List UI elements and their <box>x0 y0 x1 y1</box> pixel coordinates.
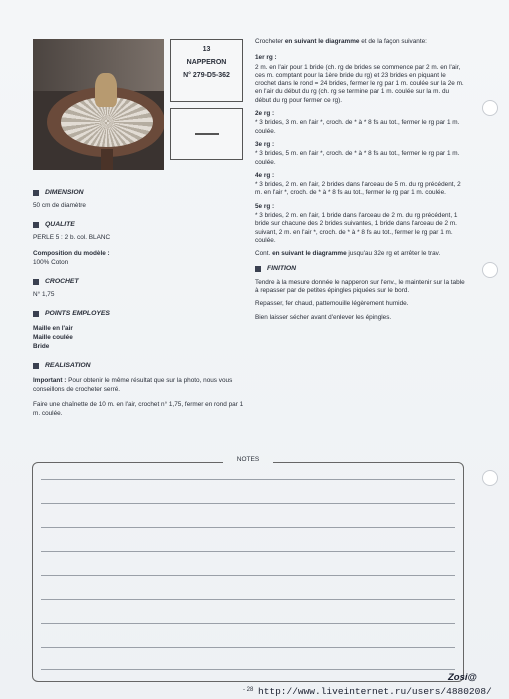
left-column <box>33 178 245 418</box>
intro-text: Crocheter en suivant le diagramme et de la façon suivante: <box>255 38 427 45</box>
finition-text-3: Bien laisser sécher avant d'enlever les épingles. <box>255 313 392 321</box>
binder-hole <box>482 470 498 486</box>
section-points: POINTS EMPLOYES <box>33 309 245 318</box>
finition-text-1: Tendre à la mesure donnée le napperon sur l'env., le maintenir sur la table à repasser par de petites épingles piquées sur le bord. <box>255 278 465 295</box>
note-line <box>41 623 455 624</box>
row-2-heading: 2e rg : <box>255 110 275 118</box>
important-note: Important : Pour obtenir le même résultat que sur la photo, nous vous conseillons de crocheter serré. <box>33 377 233 393</box>
note-line <box>41 575 455 576</box>
bullet-square-icon <box>33 363 39 369</box>
section-dimension: DIMENSION <box>33 188 245 197</box>
page-number: - 28 <box>243 687 254 693</box>
pattern-number: 13 <box>202 46 211 53</box>
bullet-square-icon <box>33 279 39 285</box>
row-5-heading: 5e rg : <box>255 202 275 210</box>
composition-label: Composition du modèle : <box>33 250 110 257</box>
point-2: Maille coulée <box>33 334 73 341</box>
qualite-value: PERLE 5 : 2 b. col. BLANC <box>33 234 111 241</box>
section-crochet: CROCHET <box>33 277 245 286</box>
row-5-text: * 3 brides, 2 m. en l'air, 1 bride dans l'arceau de 2 m. du rg précédent, 1 bride sur chacune des 2 brides suivantes, 1 bride dans l'arceau de 2 m. suivant, 2 m. en l'air *, croch. de * à * 8 fs au tot., fermer le rg par 1 m. coulée. <box>255 212 458 244</box>
note-line <box>41 599 455 600</box>
right-column <box>255 38 466 327</box>
pattern-ref: N° 279-D5-362 <box>183 72 230 79</box>
note-line <box>41 669 455 670</box>
sample-swatch <box>170 108 243 160</box>
row-2-text: * 3 brides, 3 m. en l'air *, croch. de * à * 8 fs au tot., fermer le rg par 1 m. coulée. <box>255 119 460 135</box>
continue-text: Cont. en suivant le diagramme jusqu'au 32e rg et arrêter le trav. <box>255 250 441 258</box>
notes-box <box>32 456 464 682</box>
bullet-square-icon <box>33 222 39 228</box>
dimension-value: 50 cm de diamètre <box>33 202 86 209</box>
bullet-square-icon <box>33 311 39 317</box>
crochet-value: N° 1,75 <box>33 291 55 298</box>
finition-text-2: Repasser, fer chaud, pattemouille légèrement humide. <box>255 300 409 308</box>
watermark-signature: Zosi@ <box>448 672 477 683</box>
notes-title: NOTES <box>223 456 273 463</box>
section-realisation: REALISATION <box>33 361 245 370</box>
note-line <box>41 479 455 480</box>
section-finition: FINITION <box>255 265 466 273</box>
bullet-square-icon <box>255 266 261 272</box>
row-1-heading: 1er rg : <box>255 54 277 62</box>
binder-hole <box>482 262 498 278</box>
point-1: Maille en l'air <box>33 325 73 332</box>
bullet-square-icon <box>33 190 39 196</box>
row-3-heading: 3e rg : <box>255 140 275 148</box>
composition-value: 100% Coton <box>33 259 69 266</box>
row-4-text: * 3 brides, 2 m. en l'air, 2 brides dans l'arceau de 5 m. du rg précédent, 2 m. en l'air *, croch. de * à * 8 fs au tot., fermer le rg par 1 m. coulée. <box>255 181 461 197</box>
row-4-heading: 4e rg : <box>255 171 275 179</box>
row-1-text: 2 m. en l'air pour 1 bride (ch. rg de brides se commence par 2 m. en l'air, ces m. comptant pour la 1ère bride du rg) et 23 brides en piquant le crochet dans le rond = 24 brides, fermer le rg par 1 m. coulée sur la 2e m. en l'air du début du rg (ch. rg se termine par 1 m. coulée sur la m. du début du rg pour fermer ce rg). <box>255 63 464 104</box>
binder-hole <box>482 100 498 116</box>
doily-photo <box>33 39 164 170</box>
note-line <box>41 503 455 504</box>
pattern-name: NAPPERON <box>186 59 227 66</box>
point-3: Bride <box>33 343 50 350</box>
pattern-id-box <box>170 39 243 102</box>
note-line <box>41 647 455 648</box>
realisation-text: Faire une chaînette de 10 m. en l'air, crochet n° 1,75, fermer en rond par 1 m. coulée. <box>33 401 244 417</box>
watermark-url[interactable]: http://www.liveinternet.ru/users/4880208/ <box>258 686 492 697</box>
section-qualite: QUALITE <box>33 220 245 229</box>
note-line <box>41 551 455 552</box>
row-3-text: * 3 brides, 5 m. en l'air *, croch. de * à * 8 fs au tot., fermer le rg par 1 m. coulée. <box>255 150 460 166</box>
note-line <box>41 527 455 528</box>
